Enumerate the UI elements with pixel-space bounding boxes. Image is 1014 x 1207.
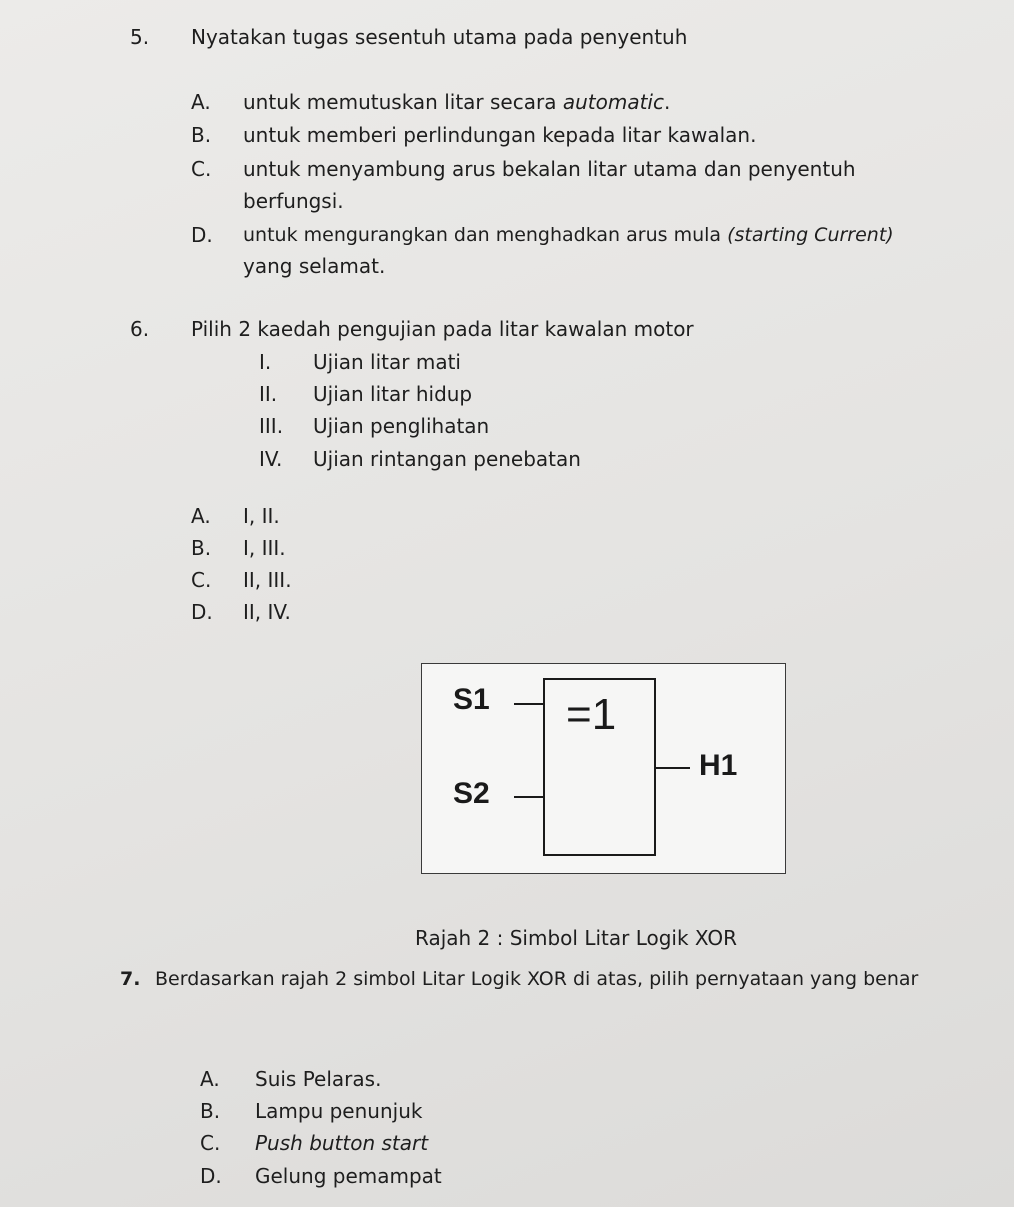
q6-option-b: I, III. (243, 536, 286, 560)
q5-option-a: untuk memutuskan litar secara automatic. (243, 90, 671, 114)
q6-statement-2-roman: II. (259, 382, 278, 406)
q6-number: 6. (130, 317, 150, 341)
q5-number: 5. (130, 25, 150, 49)
q7-option-a: Suis Pelaras. (255, 1067, 382, 1091)
q5-option-c-letter: C. (191, 157, 212, 181)
q6-option-c-letter: C. (191, 568, 212, 592)
q5-option-c-line2: berfungsi. (243, 189, 344, 213)
output-h1-wire (656, 767, 690, 769)
q5-option-b: untuk memberi perlindungan kepada litar kawalan. (243, 123, 757, 147)
q6-statement-3-roman: III. (259, 414, 284, 438)
q6-statement-3: Ujian penglihatan (313, 414, 490, 438)
input-s1-wire (514, 703, 544, 705)
q5-option-a-letter: A. (191, 90, 211, 114)
q6-statement-1: Ujian litar mati (313, 350, 461, 374)
q6-statement-4: Ujian rintangan penebatan (313, 447, 581, 471)
q7-option-a-letter: A. (200, 1067, 220, 1091)
q7-option-b-letter: B. (200, 1099, 221, 1123)
q5-question: Nyatakan tugas sesentuh utama pada penyentuh (191, 25, 688, 49)
q6-option-d-letter: D. (191, 600, 213, 624)
q5-option-c-line1: untuk menyambung arus bekalan litar utama dan penyentuh (243, 157, 856, 181)
q6-option-d: II, IV. (243, 600, 291, 624)
q5-option-d-letter: D. (191, 223, 213, 247)
q6-statement-4-roman: IV. (259, 447, 283, 471)
figure-caption: Rajah 2 : Simbol Litar Logik XOR (415, 926, 737, 950)
output-h1-label: H1 (699, 749, 738, 782)
q6-statement-1-roman: I. (259, 350, 272, 374)
q7-option-d: Gelung pemampat (255, 1164, 442, 1188)
q7-number: 7. (120, 968, 141, 990)
q6-option-c: II, III. (243, 568, 292, 592)
q6-statement-2: Ujian litar hidup (313, 382, 473, 406)
input-s2-label: S2 (453, 777, 490, 810)
q6-option-a: I, II. (243, 504, 280, 528)
q7-option-c: Push button start (255, 1131, 429, 1155)
q5-option-d-line1: untuk mengurangkan dan menghadkan arus mula (starting Current) (243, 224, 894, 246)
q6-option-b-letter: B. (191, 536, 212, 560)
q6-question: Pilih 2 kaedah pengujian pada litar kawalan motor (191, 317, 694, 341)
xor-gate-symbol: =1 (566, 690, 617, 739)
input-s2-wire (514, 796, 544, 798)
q7-option-c-letter: C. (200, 1131, 221, 1155)
q5-option-b-letter: B. (191, 123, 212, 147)
input-s1-label: S1 (453, 683, 490, 716)
q5-option-d-line2: yang selamat. (243, 254, 386, 278)
q6-option-a-letter: A. (191, 504, 211, 528)
q7-option-b: Lampu penunjuk (255, 1099, 423, 1123)
q7-question: Berdasarkan rajah 2 simbol Litar Logik XOR di atas, pilih pernyataan yang benar (155, 968, 919, 990)
q7-option-d-letter: D. (200, 1164, 222, 1188)
